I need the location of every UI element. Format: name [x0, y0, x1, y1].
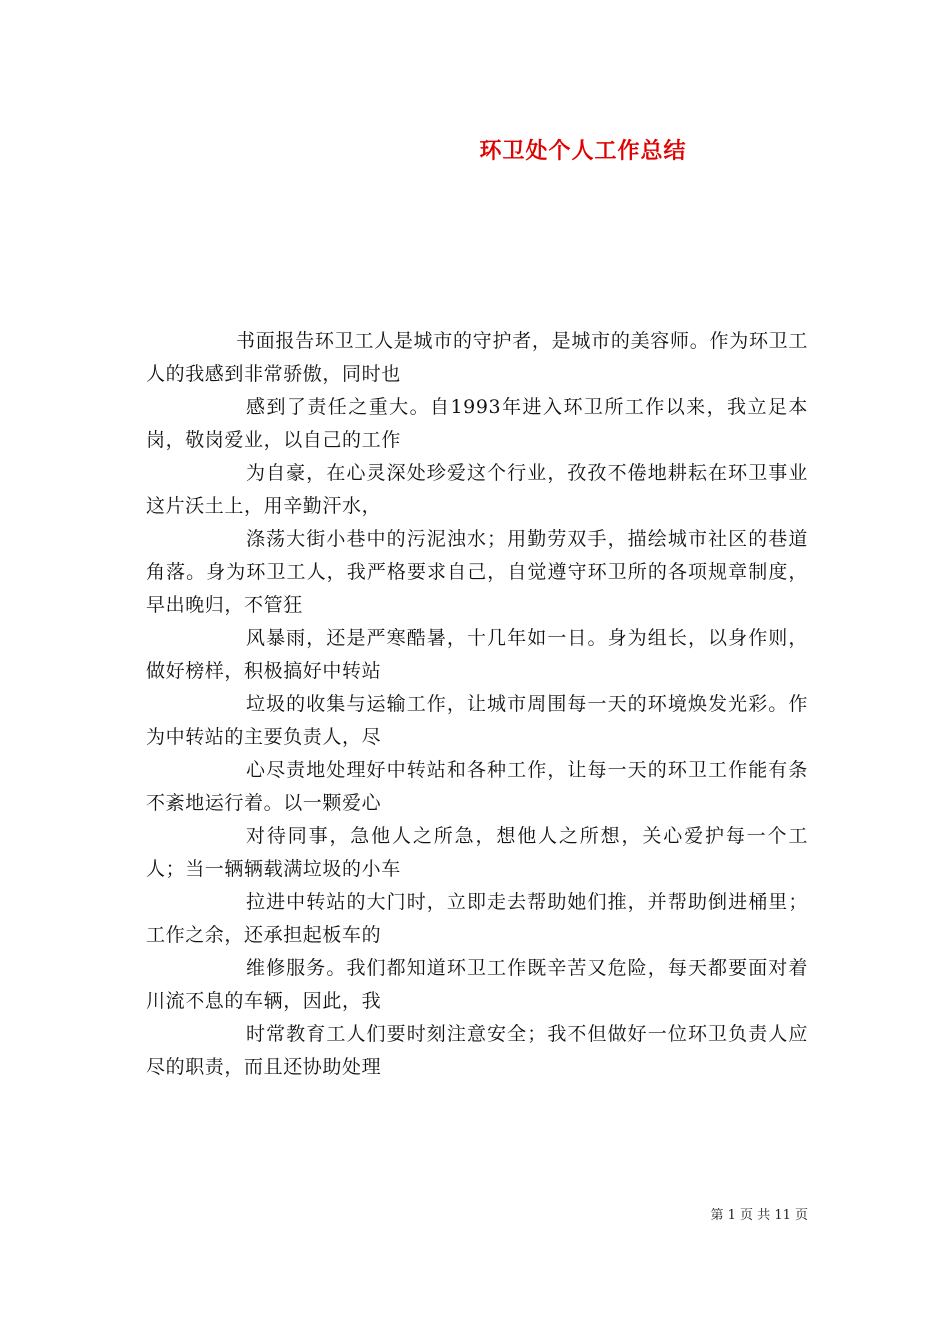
paragraph: 垃圾的收集与运输工作，让城市周围每一天的环境焕发光彩。作为中转站的主要负责人，尽 — [146, 693, 808, 748]
document-title: 环卫处个人工作总结 — [479, 138, 687, 164]
paragraph: 为自豪，在心灵深处珍爱这个行业，孜孜不倦地耕耘在环卫事业这片沃土上，用辛勤汗水， — [146, 462, 808, 517]
paragraph: 拉进中转站的大门时，立即走去帮助她们推，并帮助倒进桶里；工作之余，还承担起板车的 — [146, 891, 808, 946]
paragraph: 风暴雨，还是严寒酷暑，十几年如一日。身为组长，以身作则，做好榜样，积极搞好中转站 — [146, 627, 808, 682]
paragraph: 对待同事，急他人之所急，想他人之所想，关心爱护每一个工人；当一辆辆载满垃圾的小车 — [146, 825, 808, 880]
page-number-footer: 第 1 页 共 11 页 — [710, 1208, 808, 1223]
paragraph: 感到了责任之重大。自1993年进入环卫所工作以来，我立足本岗，敬岗爱业，以自己的工作 — [146, 396, 808, 451]
document-body — [146, 325, 808, 1084]
paragraph: 心尽责地处理好中转站和各种工作，让每一天的环卫工作能有条不紊地运行着。以一颗爱心 — [146, 759, 808, 814]
paragraph: 维修服务。我们都知道环卫工作既辛苦又危险，每天都要面对着川流不息的车辆，因此，我 — [146, 957, 808, 1012]
paragraph: 时常教育工人们要时刻注意安全；我不但做好一位环卫负责人应尽的职责，而且还协助处理 — [146, 1023, 808, 1078]
paragraph: 书面报告环卫工人是城市的守护者，是城市的美容师。作为环卫工人的我感到非常骄傲，同时也 — [146, 330, 808, 385]
paragraph: 涤荡大街小巷中的污泥浊水；用勤劳双手，描绘城市社区的巷道角落。身为环卫工人，我严格要求自己，自觉遵守环卫所的各项规章制度，早出晚归，不管狂 — [146, 528, 808, 616]
